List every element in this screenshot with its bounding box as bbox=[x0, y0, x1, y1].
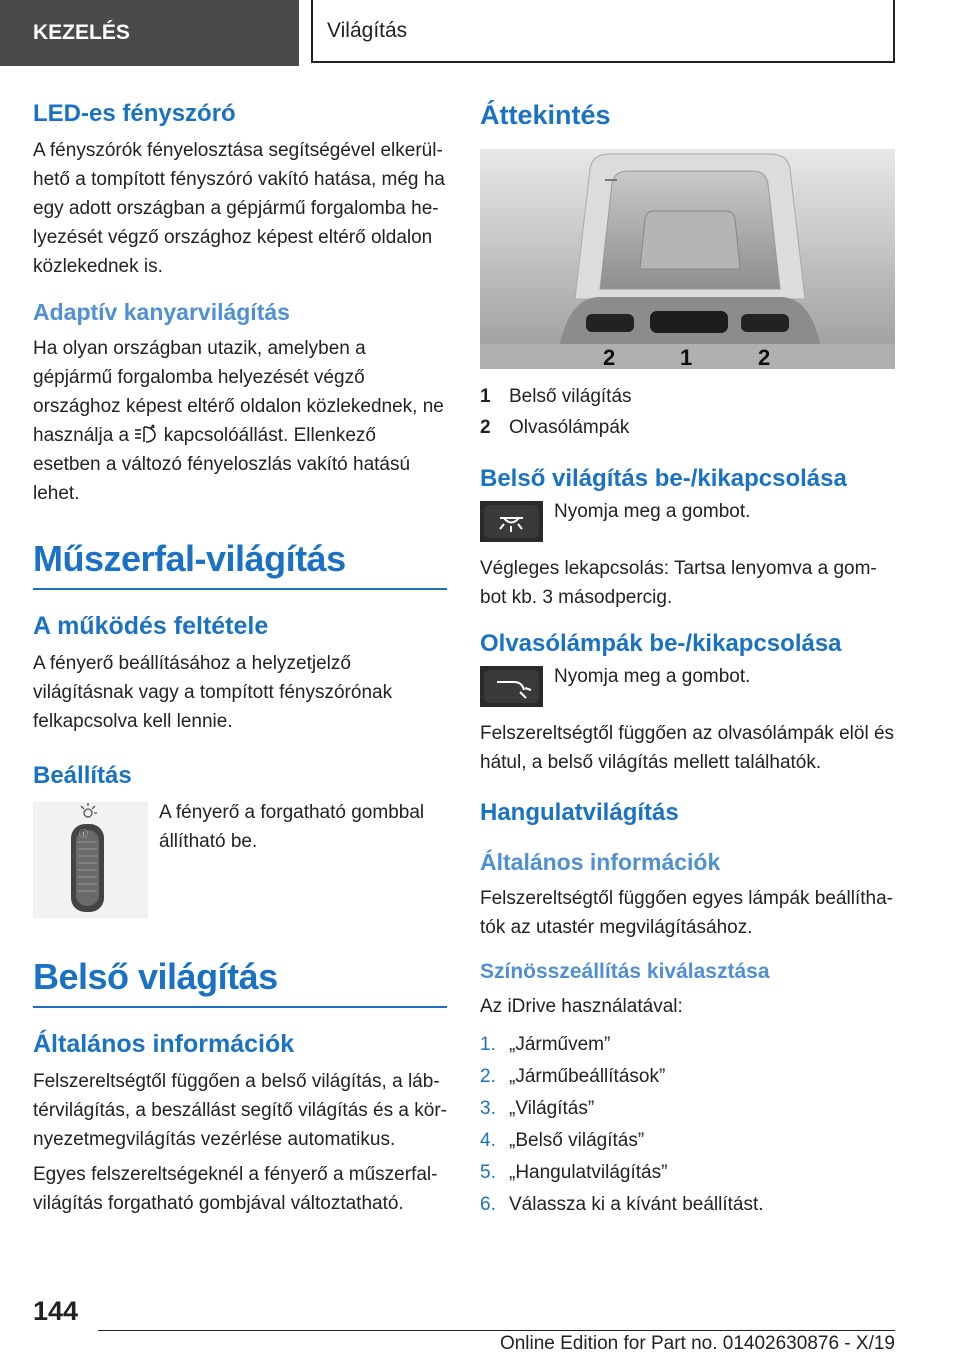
setting-paragraph: A fényerő a forgatható gombbal állítható be. bbox=[159, 802, 425, 852]
ambient-heading: Hangulatvilágítás bbox=[480, 799, 679, 826]
legend-item: 1 Belső világítás bbox=[480, 386, 632, 407]
chapter-tab bbox=[311, 0, 895, 63]
interior-button-block bbox=[480, 501, 895, 542]
general-paragraph-1: Felszereltségtől függően a belső világítás, a lábtérvilágítás, a beszállást segítő világítás és a környezetmegvilágítás vezérlése automatikus. bbox=[33, 1071, 447, 1150]
reading-lamps-text: Felszereltségtől függően az olvasólámpák elöl és hátul, a belső világítás mellett találhatók. bbox=[480, 723, 895, 773]
page-number: 144 bbox=[33, 1296, 79, 1326]
chapter-label: Világítás bbox=[327, 18, 408, 42]
dashboard-lighting-heading: Műszerfal-világítás bbox=[33, 538, 447, 590]
idrive-text: Az iDrive használatával: bbox=[480, 996, 683, 1017]
left-column bbox=[33, 100, 447, 1218]
right-column bbox=[480, 100, 895, 1221]
dimmer-wheel-image bbox=[33, 802, 148, 918]
reading-button-block bbox=[480, 666, 895, 707]
step-item: 4. „Belső világítás” bbox=[480, 1130, 645, 1151]
setting-block bbox=[33, 802, 447, 918]
adaptive-paragraph bbox=[33, 334, 447, 508]
photo-label-center: 1 bbox=[680, 345, 693, 369]
general-paragraph-2: Egyes felszereltségeknél a fényerő a műszerfalvilágítás forgatható gombjával változtatható. bbox=[33, 1164, 438, 1214]
step-item: 5. „Hangulatvilágítás” bbox=[480, 1162, 668, 1183]
interior-onoff-heading: Belső világítás be-/kikapcsolása bbox=[480, 465, 847, 492]
section-label: KEZELÉS bbox=[33, 21, 130, 44]
step-item: 3. „Világítás” bbox=[480, 1098, 595, 1119]
edition-text: Online Edition for Part no. 01402630876 - X/19 bbox=[499, 1333, 895, 1354]
interior-lighting-heading: Belső világítás bbox=[33, 956, 447, 1008]
setting-heading: Beállítás bbox=[33, 762, 132, 789]
step-item: 1. „Járművem” bbox=[480, 1034, 611, 1055]
permanent-off-text: Végleges lekapcsolás: Tartsa lenyomva a gombot kb. 3 másodpercig. bbox=[480, 558, 877, 608]
led-heading: LED-es fényszóró bbox=[33, 100, 236, 127]
adaptive-heading: Adaptív kanyarvilágítás bbox=[33, 299, 290, 325]
reading-lamp-button-icon bbox=[480, 666, 543, 707]
adaptive-text-part2: kapcsolóállást. Ellenkező esetben a változó fényeloszlás vakító hatású lehet. bbox=[33, 425, 411, 504]
overview-heading: Áttekintés bbox=[480, 100, 611, 130]
condition-heading: A működés feltétele bbox=[33, 612, 269, 640]
overhead-console-photo bbox=[480, 149, 895, 369]
led-paragraph: A fényszórók fényelosztása segítségével elkerülhető a tompított fényszóró vakító hatása, még ha egy adott országban a gépjármű forgalomba helyezését végző országhoz képest eltérő oldalon közlekednek is. bbox=[33, 140, 445, 277]
photo-label-right: 2 bbox=[758, 345, 771, 369]
adaptive-light-icon bbox=[134, 424, 158, 444]
step-item: 2. „Járműbeállítások” bbox=[480, 1066, 666, 1087]
press-button-text-2: Nyomja meg a gombot. bbox=[554, 666, 751, 687]
interior-light-button-icon bbox=[480, 501, 543, 542]
press-button-text: Nyomja meg a gombot. bbox=[554, 501, 751, 522]
step-item: 6. Válassza ki a kívánt beállítást. bbox=[480, 1194, 764, 1215]
svg-text:ⓘ: ⓘ bbox=[79, 830, 89, 840]
general-info-heading: Általános információk bbox=[33, 1030, 295, 1058]
adaptive-text-part1: Ha olyan országban utazik, amelyben a gépjármű forgalomba helyezését végző országhoz képest eltérő oldalon közlekednek, ne használja a bbox=[33, 338, 444, 446]
section-tab bbox=[0, 0, 299, 66]
photo-label-left: 2 bbox=[603, 345, 616, 369]
ambient-general-heading: Általános információk bbox=[480, 849, 721, 875]
condition-paragraph: A fényerő beállításához a helyzetjelző világításnak vagy a tompított fényszórónak felkapcsolva kell lennie. bbox=[33, 653, 393, 732]
reading-lamps-heading: Olvasólámpák be-/kikapcsolása bbox=[480, 630, 842, 657]
color-selection-heading: Színösszeállítás kiválasztása bbox=[480, 960, 770, 983]
footer-rule bbox=[98, 1330, 895, 1331]
legend-item: 2 Olvasólámpák bbox=[480, 417, 630, 438]
ambient-general-text: Felszereltségtől függően egyes lámpák beállíthatók az utastér megvilágításához. bbox=[480, 888, 893, 938]
